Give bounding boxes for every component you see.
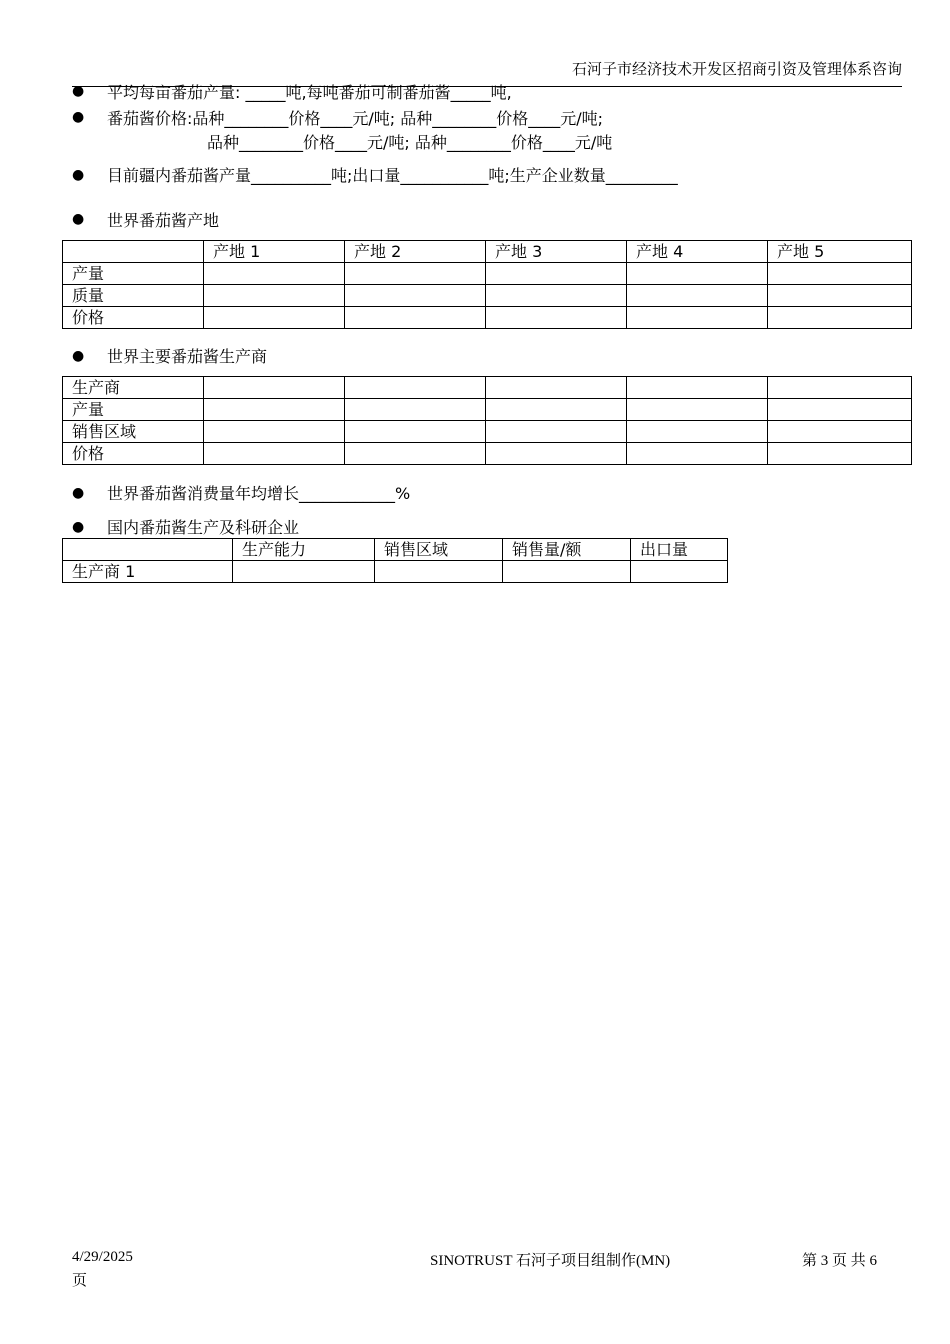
table-cell: 质量 <box>63 285 204 307</box>
table-cell: 产地 5 <box>768 241 912 263</box>
line-price-b: 品种________价格____元/吨; 品种________价格____元/吨 <box>207 133 613 152</box>
table-cell <box>63 539 233 561</box>
table-row <box>63 377 912 399</box>
table-world-producers <box>62 376 912 465</box>
table-row <box>63 263 912 285</box>
line-consumption-growth: 世界番茄酱消费量年均增长____________% <box>107 484 411 503</box>
table-cell: 销售区域 <box>375 539 503 561</box>
bullet-5: ● <box>72 348 85 364</box>
table-cell: 产量 <box>63 399 204 421</box>
table-row <box>63 307 912 329</box>
table-row <box>63 443 912 465</box>
line-domestic-companies: 国内番茄酱生产及科研企业 <box>107 518 300 537</box>
table-cell: 销售量/额 <box>503 539 631 561</box>
line-world-origin: 世界番茄酱产地 <box>107 211 220 230</box>
table-cell: 销售区域 <box>63 421 204 443</box>
line-price-a: 番茄酱价格:品种________价格____元/吨; 品种________价格____元/吨; <box>107 109 604 128</box>
table-row <box>63 399 912 421</box>
bullet-6: ● <box>72 485 85 501</box>
footer-center: SINOTRUST 石河子项目组制作(MN) <box>430 1253 671 1269</box>
bullet-4: ● <box>72 211 85 227</box>
table-cell: 出口量 <box>631 539 728 561</box>
table-cell: 生产能力 <box>233 539 375 561</box>
footer-date-cont: 页 <box>72 1273 88 1289</box>
footer-page-number: 第 3 页 共 6 <box>802 1253 878 1269</box>
table-world-origin <box>62 240 912 329</box>
table-cell: 生产商 1 <box>63 561 233 583</box>
line-yield: 平均每亩番茄产量: _____吨,每吨番茄可制番茄酱_____吨, <box>107 83 512 102</box>
table-row <box>63 421 912 443</box>
footer-date: 4/29/2025 <box>72 1249 133 1265</box>
page-header-title: 石河子市经济技术开发区招商引资及管理体系咨询 <box>571 62 902 78</box>
table-row <box>63 285 912 307</box>
table-cell: 产地 4 <box>627 241 768 263</box>
table-row <box>63 539 728 561</box>
table-cell: 生产商 <box>63 377 204 399</box>
bullet-2: ● <box>72 109 85 125</box>
table-cell: 产地 2 <box>345 241 486 263</box>
table-cell: 产量 <box>63 263 204 285</box>
line-xinjiang-output: 目前疆内番茄酱产量__________吨;出口量___________吨;生产企业数量_________ <box>107 166 678 185</box>
bullet-7: ● <box>72 519 85 535</box>
table-cell: 价格 <box>63 443 204 465</box>
line-world-producers: 世界主要番茄酱生产商 <box>107 347 268 366</box>
table-cell: 产地 1 <box>204 241 345 263</box>
bullet-1: ● <box>72 83 85 99</box>
table-cell <box>63 241 204 263</box>
table-row <box>63 241 912 263</box>
table-cell: 价格 <box>63 307 204 329</box>
table-row <box>63 561 728 583</box>
bullet-3: ● <box>72 167 85 183</box>
table-domestic-companies <box>62 538 728 583</box>
table-cell: 产地 3 <box>486 241 627 263</box>
